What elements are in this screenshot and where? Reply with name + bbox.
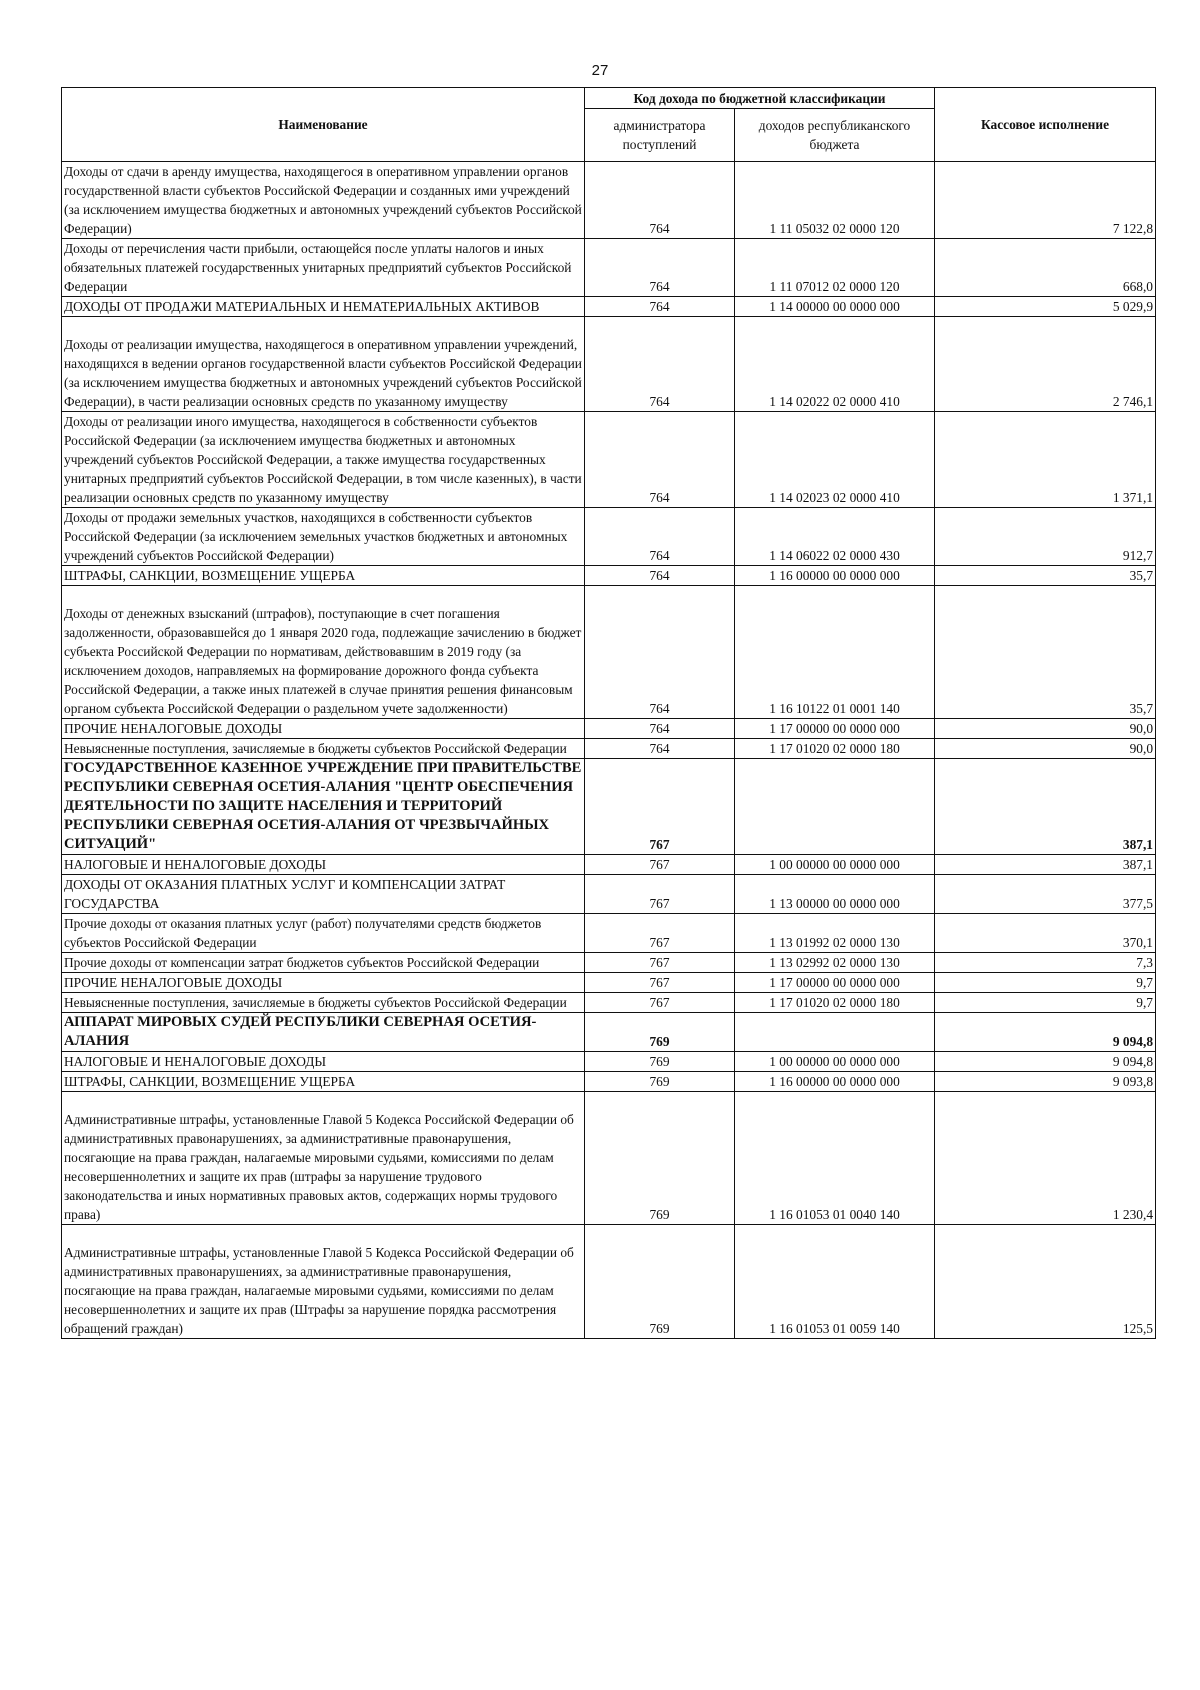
row-income-code: 1 13 00000 00 0000 000 bbox=[735, 875, 935, 914]
row-income-code: 1 13 02992 02 0000 130 bbox=[735, 953, 935, 973]
row-admin-code: 769 bbox=[585, 1225, 735, 1339]
row-name: ПРОЧИЕ НЕНАЛОГОВЫЕ ДОХОДЫ bbox=[62, 719, 585, 739]
row-name: Административные штрафы, установленные Главой 5 Кодекса Российской Федерации об административных правонарушениях, за административные правонарушения, посягающие на права граждан, налагаемые мировыми судьями, комиссиями по делам несовершеннолетних и защите их прав (Штрафы за нарушение порядка рассмотрения обращений граждан) bbox=[62, 1225, 585, 1339]
table-row bbox=[62, 586, 1156, 719]
table-row bbox=[62, 412, 1156, 508]
header-code-group: Код дохода по бюджетной классификации bbox=[585, 88, 935, 109]
row-income-code bbox=[735, 759, 935, 855]
row-admin-code: 769 bbox=[585, 1013, 735, 1052]
header-execution: Кассовое исполнение bbox=[935, 88, 1156, 162]
table-row bbox=[62, 973, 1156, 993]
row-income-code: 1 16 00000 00 0000 000 bbox=[735, 1072, 935, 1092]
table-row bbox=[62, 508, 1156, 566]
row-admin-code: 764 bbox=[585, 239, 735, 297]
row-income-code: 1 16 10122 01 0001 140 bbox=[735, 586, 935, 719]
row-name: ДОХОДЫ ОТ ОКАЗАНИЯ ПЛАТНЫХ УСЛУГ И КОМПЕНСАЦИИ ЗАТРАТ ГОСУДАРСТВА bbox=[62, 875, 585, 914]
row-income-code: 1 00 00000 00 0000 000 bbox=[735, 1052, 935, 1072]
row-income-code: 1 17 00000 00 0000 000 bbox=[735, 719, 935, 739]
row-execution-value: 7,3 bbox=[935, 953, 1156, 973]
row-income-code: 1 17 00000 00 0000 000 bbox=[735, 973, 935, 993]
row-execution-value: 9,7 bbox=[935, 993, 1156, 1013]
row-name: Прочие доходы от оказания платных услуг (работ) получателями средств бюджетов субъектов Российской Федерации bbox=[62, 914, 585, 953]
row-execution-value: 387,1 bbox=[935, 759, 1156, 855]
row-name: ПРОЧИЕ НЕНАЛОГОВЫЕ ДОХОДЫ bbox=[62, 973, 585, 993]
row-income-code: 1 16 01053 01 0059 140 bbox=[735, 1225, 935, 1339]
row-admin-code: 769 bbox=[585, 1072, 735, 1092]
row-execution-value: 9 094,8 bbox=[935, 1052, 1156, 1072]
table-row bbox=[62, 953, 1156, 973]
row-execution-value: 125,5 bbox=[935, 1225, 1156, 1339]
row-name: АППАРАТ МИРОВЫХ СУДЕЙ РЕСПУБЛИКИ СЕВЕРНАЯ ОСЕТИЯ-АЛАНИЯ bbox=[62, 1013, 585, 1052]
row-name: ГОСУДАРСТВЕННОЕ КАЗЕННОЕ УЧРЕЖДЕНИЕ ПРИ ПРАВИТЕЛЬСТВЕ РЕСПУБЛИКИ СЕВЕРНАЯ ОСЕТИЯ-АЛАНИЯ "ЦЕНТР ОБЕСПЕЧЕНИЯ ДЕЯТЕЛЬНОСТИ ПО ЗАЩИТЕ НАСЕЛЕНИЯ И ТЕРРИТОРИЙ РЕСПУБЛИКИ СЕВЕРНАЯ ОСЕТИЯ-АЛАНИЯ ОТ ЧРЕЗВЫЧАЙНЫХ СИТУАЦИЙ" bbox=[62, 759, 585, 855]
budget-revenue-table bbox=[61, 87, 1156, 1339]
table-row bbox=[62, 297, 1156, 317]
row-income-code bbox=[735, 1013, 935, 1052]
row-admin-code: 767 bbox=[585, 914, 735, 953]
table-row bbox=[62, 914, 1156, 953]
row-execution-value: 668,0 bbox=[935, 239, 1156, 297]
row-name: ШТРАФЫ, САНКЦИИ, ВОЗМЕЩЕНИЕ УЩЕРБА bbox=[62, 1072, 585, 1092]
row-execution-value: 387,1 bbox=[935, 855, 1156, 875]
row-name: Доходы от реализации имущества, находящегося в оперативном управлении учреждений, находящихся в ведении органов государственной власти субъектов Российской Федерации (за исключением имущества бюджетных и автономных учреждений субъектов Российской Федерации), в части реализации основных средств по указанному имуществу bbox=[62, 317, 585, 412]
table-row bbox=[62, 875, 1156, 914]
row-execution-value: 377,5 bbox=[935, 875, 1156, 914]
table-row bbox=[62, 993, 1156, 1013]
row-income-code: 1 14 00000 00 0000 000 bbox=[735, 297, 935, 317]
table-row bbox=[62, 719, 1156, 739]
row-execution-value: 35,7 bbox=[935, 586, 1156, 719]
header-name: Наименование bbox=[62, 88, 585, 162]
row-admin-code: 764 bbox=[585, 719, 735, 739]
row-execution-value: 90,0 bbox=[935, 719, 1156, 739]
row-admin-code: 769 bbox=[585, 1092, 735, 1225]
row-admin-code: 767 bbox=[585, 855, 735, 875]
table-row bbox=[62, 1013, 1156, 1052]
table-row bbox=[62, 1072, 1156, 1092]
header-admin-code: администратора поступлений bbox=[585, 109, 735, 162]
row-income-code: 1 00 00000 00 0000 000 bbox=[735, 855, 935, 875]
row-name: Невыясненные поступления, зачисляемые в бюджеты субъектов Российской Федерации bbox=[62, 993, 585, 1013]
table-row bbox=[62, 1052, 1156, 1072]
page-number: 27 bbox=[591, 62, 609, 79]
row-admin-code: 764 bbox=[585, 739, 735, 759]
row-admin-code: 767 bbox=[585, 973, 735, 993]
row-name: Доходы от перечисления части прибыли, остающейся после уплаты налогов и иных обязательных платежей государственных унитарных предприятий субъектов Российской Федерации bbox=[62, 239, 585, 297]
row-admin-code: 767 bbox=[585, 875, 735, 914]
row-execution-value: 5 029,9 bbox=[935, 297, 1156, 317]
row-execution-value: 7 122,8 bbox=[935, 162, 1156, 239]
table-row bbox=[62, 1225, 1156, 1339]
row-admin-code: 769 bbox=[585, 1052, 735, 1072]
table-row bbox=[62, 566, 1156, 586]
row-income-code: 1 14 06022 02 0000 430 bbox=[735, 508, 935, 566]
row-admin-code: 767 bbox=[585, 759, 735, 855]
row-execution-value: 35,7 bbox=[935, 566, 1156, 586]
row-income-code: 1 17 01020 02 0000 180 bbox=[735, 993, 935, 1013]
row-execution-value: 2 746,1 bbox=[935, 317, 1156, 412]
table-row bbox=[62, 239, 1156, 297]
row-name: Доходы от реализации иного имущества, находящегося в собственности субъектов Российской Федерации (за исключением имущества бюджетных и автономных учреждений субъектов Российской Федерации, а также имущества государственных унитарных предприятий субъектов Российской Федерации, в том числе казенных), в части реализации основных средств по указанному имуществу bbox=[62, 412, 585, 508]
table-row bbox=[62, 855, 1156, 875]
row-income-code: 1 17 01020 02 0000 180 bbox=[735, 739, 935, 759]
table-row bbox=[62, 317, 1156, 412]
row-execution-value: 1 371,1 bbox=[935, 412, 1156, 508]
row-name: НАЛОГОВЫЕ И НЕНАЛОГОВЫЕ ДОХОДЫ bbox=[62, 855, 585, 875]
row-execution-value: 9 093,8 bbox=[935, 1072, 1156, 1092]
header-income-code: доходов республиканского бюджета bbox=[735, 109, 935, 162]
row-name: Доходы от продажи земельных участков, находящихся в собственности субъектов Российской Федерации (за исключением земельных участков бюджетных и автономных учреждений субъектов Российской Федерации) bbox=[62, 508, 585, 566]
row-execution-value: 90,0 bbox=[935, 739, 1156, 759]
row-admin-code: 767 bbox=[585, 953, 735, 973]
row-income-code: 1 14 02022 02 0000 410 bbox=[735, 317, 935, 412]
table-row bbox=[62, 1092, 1156, 1225]
row-name: Доходы от сдачи в аренду имущества, находящегося в оперативном управлении органов государственной власти субъектов Российской Федерации и созданных ими учреждений (за исключением имущества бюджетных и автономных учреждений субъектов Российской Федерации) bbox=[62, 162, 585, 239]
table-row bbox=[62, 162, 1156, 239]
row-execution-value: 912,7 bbox=[935, 508, 1156, 566]
row-name: Доходы от денежных взысканий (штрафов), поступающие в счет погашения задолженности, образовавшейся до 1 января 2020 года, подлежащие зачислению в бюджет субъекта Российской Федерации по нормативам, действовавшим в 2019 году (за исключением доходов, направляемых на формирование дорожного фонда субъекта Российской Федерации, а также иных платежей в случае принятия решения финансовым органом субъекта Российской Федерации о раздельном учете задолженности) bbox=[62, 586, 585, 719]
row-execution-value: 1 230,4 bbox=[935, 1092, 1156, 1225]
row-name: Административные штрафы, установленные Главой 5 Кодекса Российской Федерации об административных правонарушениях, за административные правонарушения, посягающие на права граждан, налагаемые мировыми судьями, комиссиями по делам несовершеннолетних и защите их прав (штрафы за нарушение трудового законодательства и иных нормативных правовых актов, содержащих нормы трудового права) bbox=[62, 1092, 585, 1225]
row-admin-code: 767 bbox=[585, 993, 735, 1013]
row-income-code: 1 11 07012 02 0000 120 bbox=[735, 239, 935, 297]
row-admin-code: 764 bbox=[585, 162, 735, 239]
row-admin-code: 764 bbox=[585, 566, 735, 586]
row-admin-code: 764 bbox=[585, 317, 735, 412]
row-name: ШТРАФЫ, САНКЦИИ, ВОЗМЕЩЕНИЕ УЩЕРБА bbox=[62, 566, 585, 586]
row-admin-code: 764 bbox=[585, 297, 735, 317]
row-admin-code: 764 bbox=[585, 508, 735, 566]
row-income-code: 1 16 01053 01 0040 140 bbox=[735, 1092, 935, 1225]
row-income-code: 1 16 00000 00 0000 000 bbox=[735, 566, 935, 586]
row-income-code: 1 14 02023 02 0000 410 bbox=[735, 412, 935, 508]
row-execution-value: 9,7 bbox=[935, 973, 1156, 993]
row-income-code: 1 11 05032 02 0000 120 bbox=[735, 162, 935, 239]
row-income-code: 1 13 01992 02 0000 130 bbox=[735, 914, 935, 953]
table-row bbox=[62, 739, 1156, 759]
table-row bbox=[62, 759, 1156, 855]
row-name: Невыясненные поступления, зачисляемые в бюджеты субъектов Российской Федерации bbox=[62, 739, 585, 759]
row-name: НАЛОГОВЫЕ И НЕНАЛОГОВЫЕ ДОХОДЫ bbox=[62, 1052, 585, 1072]
row-execution-value: 370,1 bbox=[935, 914, 1156, 953]
row-execution-value: 9 094,8 bbox=[935, 1013, 1156, 1052]
row-admin-code: 764 bbox=[585, 586, 735, 719]
row-admin-code: 764 bbox=[585, 412, 735, 508]
row-name: ДОХОДЫ ОТ ПРОДАЖИ МАТЕРИАЛЬНЫХ И НЕМАТЕРИАЛЬНЫХ АКТИВОВ bbox=[62, 297, 585, 317]
row-name: Прочие доходы от компенсации затрат бюджетов субъектов Российской Федерации bbox=[62, 953, 585, 973]
